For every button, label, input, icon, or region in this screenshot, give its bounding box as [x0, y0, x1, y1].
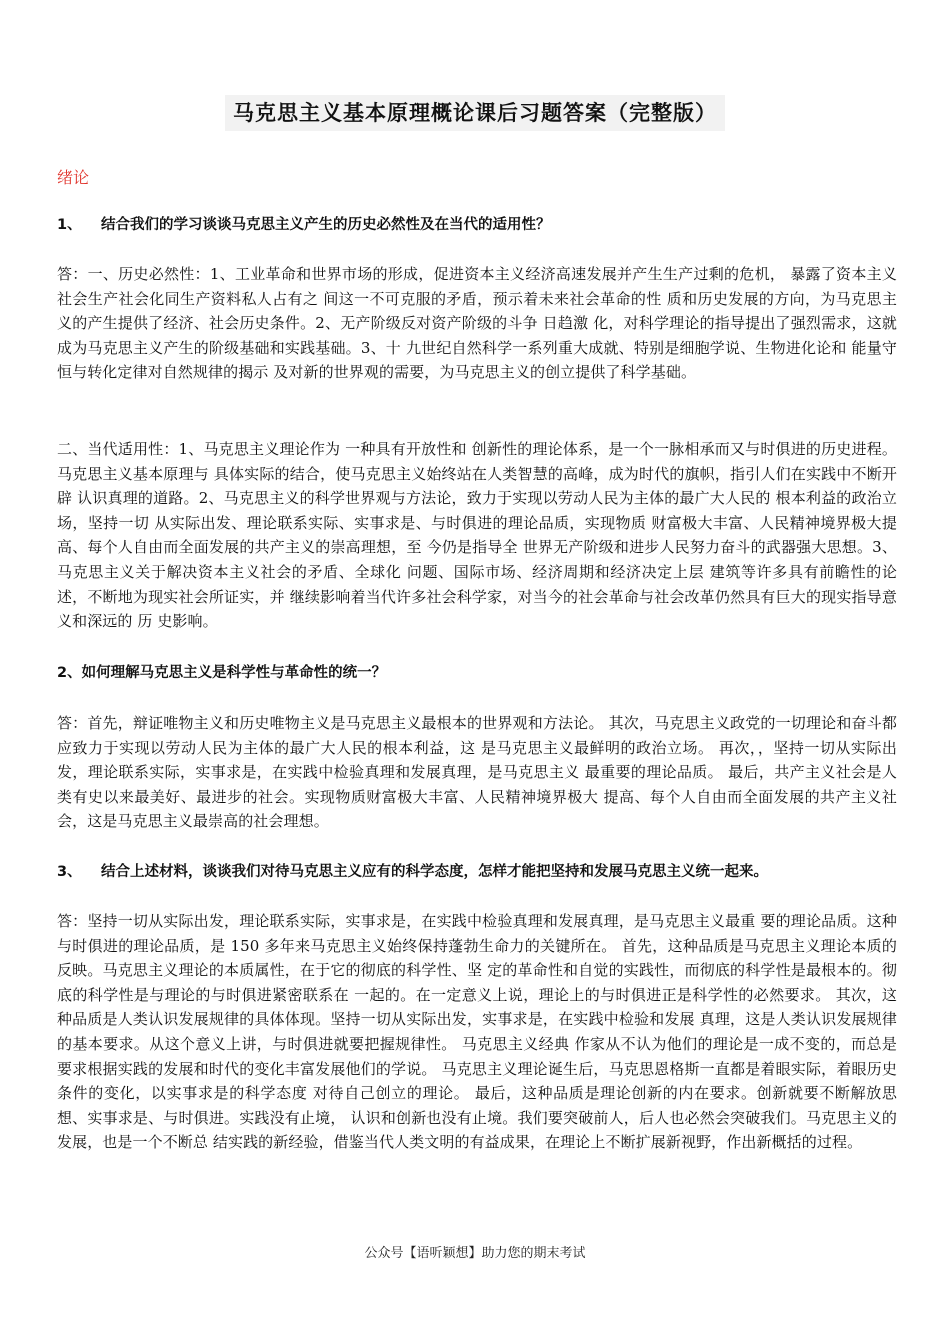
page-footer: 公众号【语听颖想】助力您的期末考试 [364, 1246, 586, 1261]
question-text: 结合我们的学习谈谈马克思主义产生的历史必然性及在当代的适用性？ [101, 217, 551, 233]
answer-text: 答：坚持一切从实际出发，理论联系实际，实事求是，在实践中检验真理和发展真理，是马克思主义最重 要的理论品质。这种与时俱进的理论品质，是 150 多年来马克思主义始终保持蓬勃生命力的关键所在。 首先，这种品质是马克思主义理论本质的反映。马克思主义理论的本质属性，在于它的彻底的科学性、坚 定的革命性和自觉的实践性，而彻底的科学性是最根本的。彻底的科学性是与理论的与时俱进紧密联系在 一起的。在一定意义上说，理论上的与时俱进正是科学性的必然要求。 其次，这种品质是人类认识发展规律的具体体现。坚持一切从实际出发，实事求是，在实践中检验和发展 真理，这是人类认识发展规律的基本要求。从这个意义上讲，与时俱进就要把握规律性。 马克思主义经典 作家从不认为他们的理论是一成不变的，而总是要求根据实践的发展和时代的变化丰富发展他们的学说。 马克思主义理论诞生后，马克思恩格斯一直都是着眼实际，着眼历史条件的变化，以实事求是的科学态度 对待自己创立的理论。 最后，这种品质是理论创新的内在要求。创新就要不断解放思想、实事求是、与时俱进。实践没有止境， 认识和创新也没有止境。我们要突破前人，后人也必然会突破我们。马克思主义的发展，也是一个不断总 结实践的新经验，借鉴当代人类文明的有益成果，在理论上不断扩展新视野，作出新概括的过程。 [57, 912, 897, 1152]
question-number: 3、 [57, 864, 82, 880]
answer-text: 答：首先，辩证唯物主义和历史唯物主义是马克思主义最根本的世界观和方法论。 其次，马克思主义政党的一切理论和奋斗都应致力于实现以劳动人民为主体的最广大人民的根本利益，这 是马克思主义最鲜明的政治立场。 再次，，坚持一切从实际出发，理论联系实际，实事求是，在实践中检验真理和发展真理，是马克思主义 最重要的理论品质。 最后，共产主义社会是人类有史以来最美好、最进步的社会。实现物质财富极大丰富、人民精神境界极大 提高、每个人自由而全面发展的共产主义社会，这是马克思主义最崇高的社会理想。 [57, 714, 897, 831]
question-text: 如何理解马克思主义是科学性与革命性的统一？ [81, 665, 387, 681]
question-number: 1、 [57, 217, 82, 233]
answer-paragraph [57, 711, 897, 834]
section-heading: 绪论 [57, 168, 90, 187]
question-heading [57, 213, 897, 237]
answer-paragraph [57, 437, 897, 634]
question-block-2 [57, 661, 897, 685]
question-text: 结合上述材料，谈谈我们对待马克思主义应有的科学态度，怎样才能把坚持和发展马克思主义统一起来。 [101, 864, 768, 880]
question-number: 2、 [57, 665, 82, 681]
title-container [0, 95, 950, 131]
question-block-1 [57, 213, 897, 237]
answer-paragraph [57, 262, 897, 385]
page-title: 马克思主义基本原理概论课后习题答案（完整版） [225, 95, 725, 131]
question-heading [57, 860, 897, 884]
answer-text: 答：一、历史必然性：1、工业革命和世界市场的形成，促进资本主义经济高速发展并产生生产过剩的危机， 暴露了资本主义社会生产社会化同生产资料私人占有之 间这一不可克服的矛盾，预示着未来社会革命的性 质和历史发展的方向，为马克思主义的产生提供了经济、社会历史条件。2、无产阶级反对资产阶级的斗争 日趋激 化，对科学理论的指导提出了强烈需求，这就成为马克思主义产生的阶级基础和实践基础。3、十 九世纪自然科学一系列重大成就、特别是细胞学说、生物进化论和 能量守恒与转化定律对自然规律的揭示 及对新的世界观的需要，为马克思主义的创立提供了科学基础。 [57, 265, 897, 382]
question-block-3 [57, 860, 897, 884]
question-heading [57, 661, 897, 685]
answer-text: 二、当代适用性：1、马克思主义理论作为 一种具有开放性和 创新性的理论体系，是一个一脉相承而又与时俱进的历史进程。马克思主义基本原理与 具体实际的结合，使马克思主义始终站在人类智慧的高峰，成为时代的旗帜，指引人们在实践中不断开辟 认识真理的道路。2、马克思主义的科学世界观与方法论，致力于实现以劳动人民为主体的最广大人民的 根本利益的政治立场，坚持一切 从实际出发、理论联系实际、实事求是、与时俱进的理论品质，实现物质 财富极大丰富、人民精神境界极大提高、每个人自由而全面发展的共产主义的崇高理想，至 今仍是指导全 世界无产阶级和进步人民努力奋斗的武器强大思想。3、马克思主义关于解决资本主义社会的矛盾、全球化 问题、国际市场、经济周期和经济决定上层 建筑等许多具有前瞻性的论述，不断地为现实社会所证实，并 继续影响着当代许多社会科学家，对当今的社会革命与社会改革仍然具有巨大的现实指导意义和深远的 历 史影响。 [57, 440, 897, 631]
answer-paragraph [57, 909, 897, 1155]
